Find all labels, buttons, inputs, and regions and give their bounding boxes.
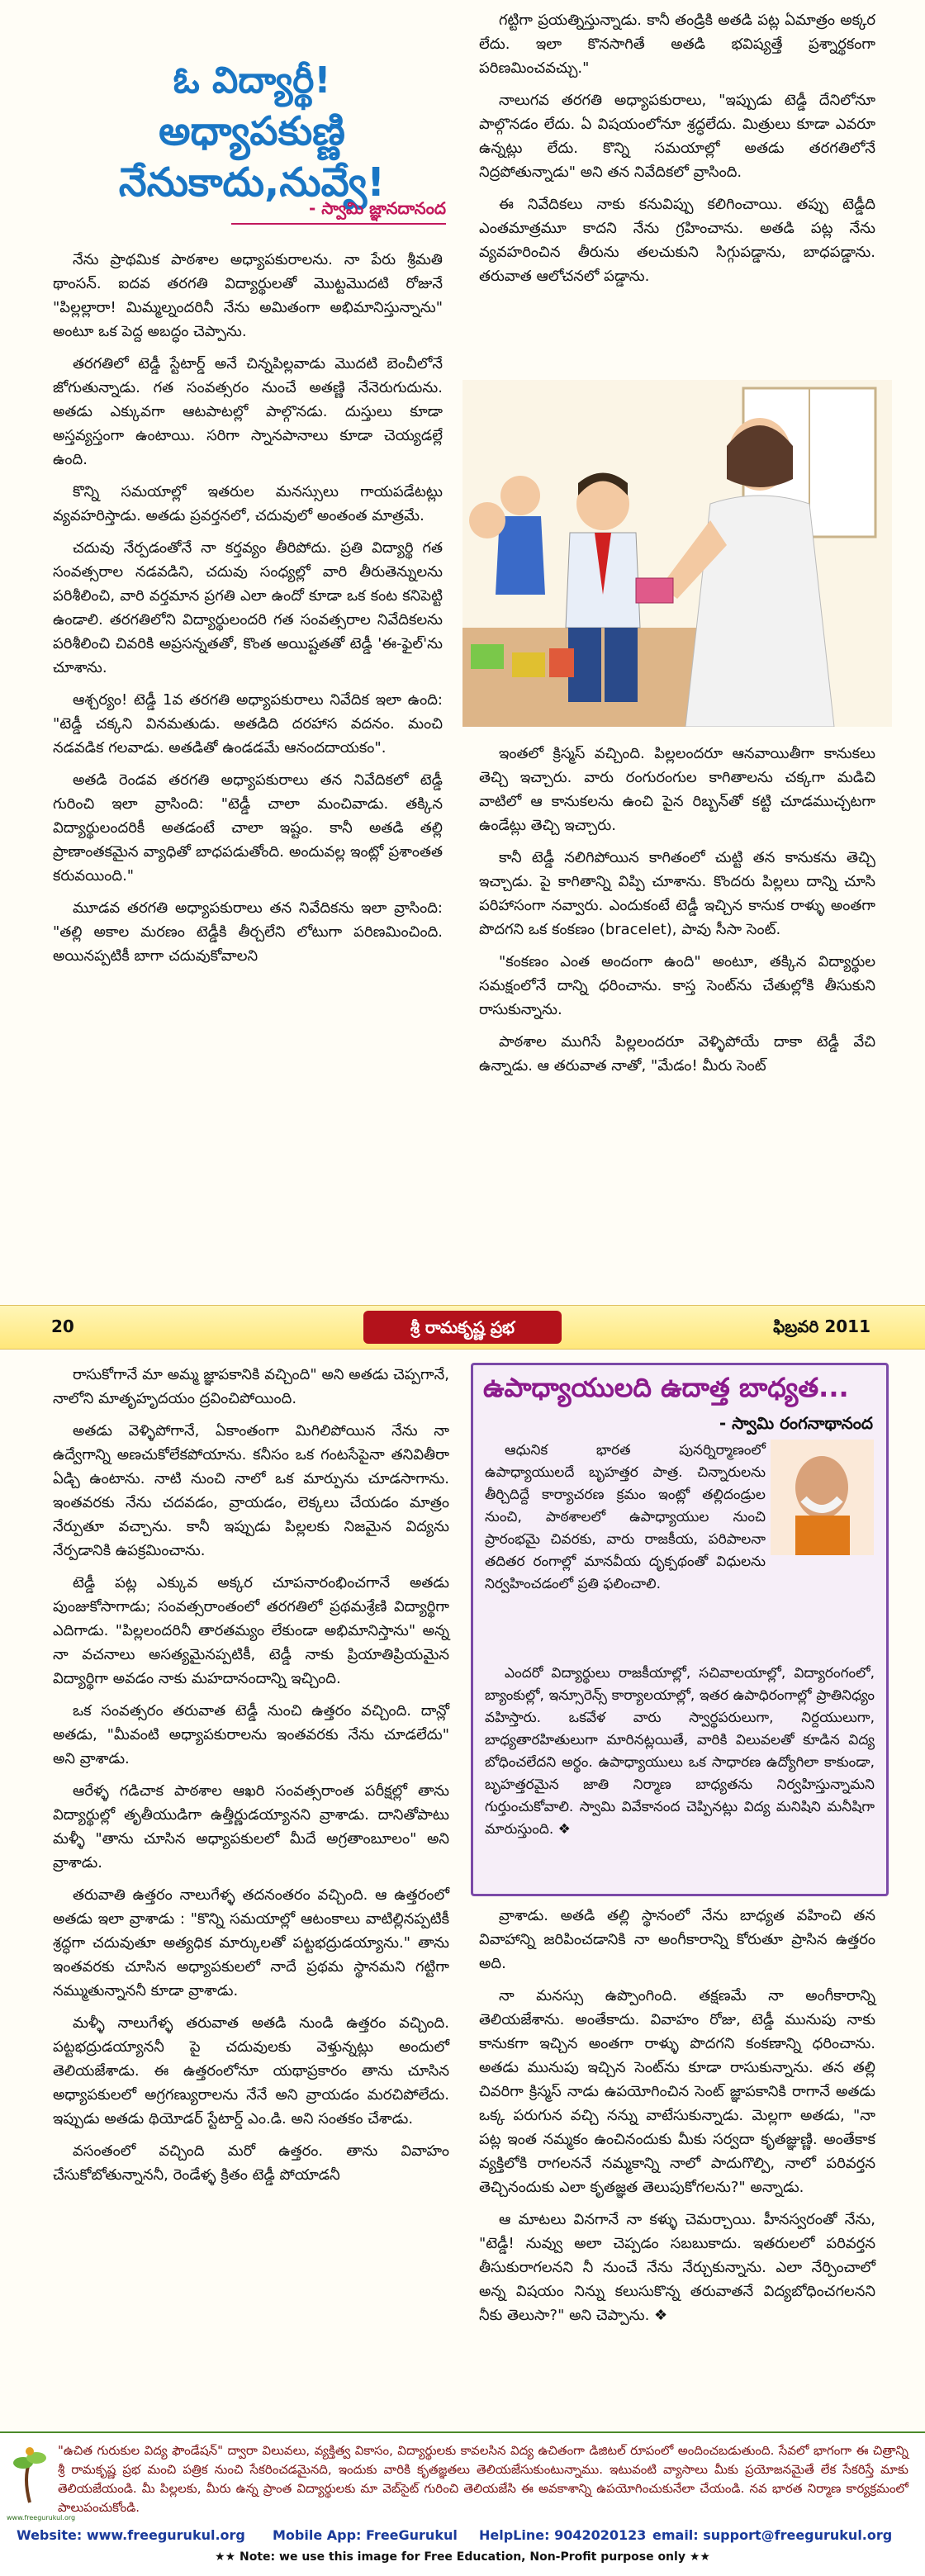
paragraph: అతడి రెండవ తరగతి అధ్యాపకురాలు తన నివేదికలో టెడ్డీ గురించి ఇలా వ్రాసింది: "టెడ్డీ చాలా మంచివాడు. తక్కిన విద్యార్థులందరికీ అతడంటే చాలా ఇష్టం. కానీ అతడి తల్లి ప్రాణాంతకమైన వ్యాధితో బాధపడుతోంది. అందువల్ల ఇంట్లో ప్రశాంతత కరువయింది." [53, 771, 443, 885]
column-4 [479, 1904, 875, 2336]
paragraph: నాలుగవ తరగతి అధ్యాపకురాలు, "ఇప్పుడు టెడ్డీ దేనిలోనూ పాల్గొనడం లేదు. ఏ విషయంలోనూ శ్రద్ధలేదు. మిత్రులు కూడా ఎవరూ ఉన్నట్లు లేదు. కొన్ని సమయాల్లో అతడు తరగతిలోనే నిద్రపోతున్నాడు" అని తన నివేదికలో వ్రాసింది. [479, 92, 875, 181]
magazine-name: శ్రీ రామకృష్ణ ప్రభ [363, 1311, 562, 1344]
sidebar-text-bottom [485, 1663, 875, 1849]
teacher-student-drawing [462, 380, 892, 727]
disclaimer: ★★ Note: we use this image for Free Education, Non-Profit purpose only ★★ [215, 2550, 710, 2564]
paragraph: ఆశ్చర్యం! టెడ్డీ 1వ తరగతి అధ్యాపకురాలు నివేదిక ఇలా ఉంది: "టెడ్డీ చక్కని వినమతుడు. అతడిది దరహాస వదనం. మంచి నడవడిక గలవాడు. అతడితో ఉండడమే ఆనందదాయకం". [53, 691, 443, 757]
author-underline [231, 223, 446, 225]
sidebar-author: - స్వామి రంగనాథానంద [719, 1413, 873, 1433]
paragraph: ఒక సంవత్సరం తరువాత టెడ్డీ నుంచి ఉత్తరం వచ్చింది. దాన్లో అతడు, "మీవంటి అధ్యాపకురాలను ఇంతవరకు నేను చూడలేదు" అని వ్రాశాడు. [53, 1702, 449, 1767]
paragraph: "కంకణం ఎంత అందంగా ఉంది" అంటూ, తక్కిన విద్యార్థుల సమక్షంలోనే దాన్ని ధరించాను. కాస్త సెంట్‌ను చేతుల్లోకి తీసుకుని రాసుకున్నాను. [479, 953, 875, 1018]
column-2-top [479, 8, 875, 297]
website-link[interactable]: Website: www.freegurukul.org [17, 2527, 245, 2543]
contact-bar [0, 2526, 925, 2547]
helpline: HelpLine: 9042020123 [479, 2527, 647, 2543]
paragraph: రాసుకోగానే మా అమ్మ జ్ఞాపకానికి వచ్చింది" అని అతడు చెప్పగానే, నాలోని మాతృహృదయం ద్రవించిపోయింది. [53, 1366, 449, 1407]
logo-text: www.freegurukul.org [7, 2514, 76, 2521]
paragraph: కొన్ని సమయాల్లో ఇతరుల మనస్సులు గాయపడేటట్లు వ్యవహరిస్తాడు. అతడు ప్రవర్తనలో, చదువులో అంతంత మాత్రమే. [53, 483, 443, 524]
sidebar-title: ఉపాధ్యాయులది ఉదాత్త బాధ్యత... [483, 1372, 849, 1403]
paragraph: ఎందరో విద్యార్థులు రాజకీయాల్లో, సచివాలయాల్లో, విద్యారంగంలో, బ్యాంకుల్లో, ఇన్సూరెన్స్ కార్యాలయాల్లో, ఇతర ఉపాధిరంగాల్లో ప్రాతినిధ్యం వహిస్తారు. ఒకవేళ వారు స్వార్థపరులుగా, నిర్దయులుగా, బాధ్యతారహితులుగా మారినట్లయితే, వారికి విలువలతో కూడిన విద్య బోధించలేదని అర్థం. ఉపాధ్యాయులు ఒక సాధారణ ఉద్యోగిలా కాకుండా, బృహత్తరమైన జాతి నిర్మాణ బాధ్యతను నిర్వహిస్తున్నామని గుర్తుంచుకోవాలి. స్వామి వివేకానంద చెప్పినట్లు విద్య మనిషిని మనీషిగా మారుస్తుంది. ❖ [485, 1665, 875, 1838]
column-1 [53, 248, 443, 976]
paragraph: ఈ నివేదికలు నాకు కనువిప్పు కలిగించాయి. తప్పు టెడ్డీది ఎంతమాత్రమూ కాదని నేను గ్రహించాను. అతడి పట్ల నేను వ్యవహరించిన తీరును తలచుకుని సిగ్గుపడ్డాను, బాధపడ్డాను. తరువాత ఆలోచనలో పడ్డాను. [479, 196, 875, 285]
sidebar-box [471, 1363, 889, 1896]
classroom-illustration [462, 380, 892, 727]
issue-date: ఫిబ్రవరి 2011 [773, 1316, 870, 1336]
sidebar-text-top [485, 1440, 766, 1604]
paragraph: తరగతిలో టెడ్డీ స్టేటార్డ్ అనే చిన్నపిల్లవాడు మొదటి బెంచీలోనే జోగుతున్నాడు. గత సంవత్సరం నుంచే అతణ్ణి నేనెరుగుదును. అతడు ఎక్కువగా ఆటపాటల్లో పాల్గొనడు. దుస్తులు కూడా అస్తవ్యస్తంగా ఉంటాయి. సరిగా స్నానపానాలు కూడా చెయ్యడల్లే ఉంది. [53, 355, 443, 468]
article-title-line1: ఓ విద్యార్థీ! [173, 59, 331, 102]
paragraph: చదువు నేర్పడంతోనే నా కర్తవ్యం తీరిపోదు. ప్రతి విద్యార్థి గత సంవత్సరాల నడవడిని, చదువు సంధ్యల్లో వారి తీరుతెన్నులను పరిశీలించి, వారి వర్తమాన ప్రగతి ఎలా ఉందో కూడా ఒక కంట కనిపెట్టి ఉండాలి. తరగతిలోని విద్యార్థులందరి గత సంవత్సరాల నివేదికలను పరిశీలించి చివరికి అప్రసన్నతతో, కొంత అయిష్టతతో టెడ్డీ 'ఈ-ఫైల్'ను చూశాను. [53, 539, 443, 676]
column-3 [53, 1363, 449, 2195]
paragraph: కానీ టెడ్డీ నలిగిపోయిన కాగితంలో చుట్టి తన కానుకను తెచ్చి ఇచ్చాడు. పై కాగితాన్ని విప్పి చూశాను. కొందరు పిల్లలు దాన్ని చూసి పరిహాసంగా నవ్వారు. ఎందుకంటే టెడ్డీ ఇచ్చిన కానుక రాళ్ళు అంతగా పొదగని ఒక కంకణం (bracelet), పావు సీసా సెంట్. [479, 849, 875, 938]
page-header-band [0, 1305, 925, 1350]
mobile-app: Mobile App: FreeGurukul [273, 2527, 458, 2543]
footer-note: "ఉచిత గురుకుల విద్య ఫౌండేషన్" ద్వారా విలువలు, వ్యక్తిత్వ వికాసం, విద్యార్థులకు కావలసిన విద్య ఉచితంగా డిజిటల్ రూపంలో అందించబడుతుంది. సేవలో భాగంగా ఈ చిత్రాన్ని శ్రీ రామకృష్ణ ప్రభ మంచి పత్రిక నుంచి సేకరించడమైనది, ఇందుకు వారికి కృతజ్ఞతలు తెలియజేసుకుంటున్నాము. ఇటువంటి వ్యాసాలు మీకు ప్రయోజనమైతే లేక సేకరిస్తే మాకు తెలియజేయండి. మీ పిల్లలకు, మీరు ఉన్న ప్రాంత విద్యార్థులకు మా వెబ్‌సైట్ గురించి తెలియజేసి ఈ అవకాశాన్ని ఉపయోగించుకునేలా చేయండి. నవ భారత నిర్మాణ కార్యక్రమంలో పాలుపంచుకోండి. [58, 2443, 908, 2515]
paragraph: ఇంతలో క్రిస్మస్ వచ్చింది. పిల్లలందరూ ఆనవాయితీగా కానుకలు తెచ్చి ఇచ్చారు. వారు రంగురంగుల కాగితాలను చక్కగా మడిచి వాటిలో ఆ కానుకలను ఉంచి పైన రిబ్బన్‌తో కట్టి చూడముచ్చటగా ఉండేట్లు తెచ్చి ఇచ్చారు. [479, 745, 875, 834]
email-link[interactable]: email: support@freegurukul.org [652, 2527, 893, 2543]
paragraph: ఆరేళ్ళ గడిచాక పాఠశాల ఆఖరి సంవత్సరాంత పరీక్షల్లో తాను విద్యార్థుల్లో తృతీయుడిగా ఉత్తీర్ణుడయ్యానని వ్రాశాడు. దానితోపాటు మళ్ళీ "తాను చూసిన అధ్యాపకులలో మీదే అగ్రతాంబూలం" అని వ్రాశాడు. [53, 1782, 449, 1872]
paragraph: ఆధునిక భారత పునర్నిర్మాణంలో ఉపాధ్యాయులదే బృహత్తర పాత్ర. చిన్నారులను తీర్చిదిద్దే కార్యాచరణ క్రమం ఇంట్లో తల్లిదండ్రుల నుంచి, పాఠశాలలో ఉపాధ్యాయుల నుంచి ప్రారంభమై చివరకు, వారు రాజకీయ, పరిపాలనా తదితర రంగాల్లో మానవీయ దృక్పథంతో విధులను నిర్వహించడంలో ప్రతి ఫలించాలి. [485, 1442, 766, 1592]
paragraph: ఆ మాటలు వినగానే నా కళ్ళు చెమర్చాయి. హీనస్వరంతో నేను, "టెడ్డీ! నువ్వు అలా చెప్పడం సబబుకాదు. ఇతరులలో పరివర్తన తీసుకురాగలనని నీ నుంచే నేను నేర్చుకున్నాను. ఎలా నేర్పించాలో అన్న విషయం నిన్ను కలుసుకొన్న తరువాతనే విద్యబోధించగలనని నీకు తెలుసా?" అని చెప్పాను. ❖ [479, 2211, 875, 2324]
paragraph: మళ్ళీ నాలుగేళ్ళ తరువాత అతడి నుండి ఉత్తరం వచ్చింది. పట్టభద్రుడయ్యాననీ పై చదువులకు వెళ్తున్నట్లు అందులో తెలియజేశాడు. ఈ ఉత్తరంలోనూ యథాప్రకారం తాను చూసిన అధ్యాపకులలో అగ్రగణ్యురాలను నేనే అని వ్రాయడం మరచిపోలేదు. ఇప్పుడు అతడు థియోడర్ స్టేటార్డ్ ఎం.డి. అని సంతకం చేశాడు. [53, 2014, 449, 2128]
paragraph: నేను ప్రాథమిక పాఠశాల అధ్యాపకురాలను. నా పేరు శ్రీమతి థాంసన్. ఐదవ తరగతి విద్యార్థులతో మొట్టమొదటి రోజునే "పిల్లల్లారా! మిమ్మల్నందరినీ నేను అమితంగా అభిమానిస్తున్నాను" అంటూ ఒక పెద్ద అబద్ధం చెప్పాను. [53, 251, 443, 340]
column-2-bottom [479, 742, 875, 1086]
paragraph: మూడవ తరగతి అధ్యాపకురాలు తన నివేదికను ఇలా వ్రాసింది: "తల్లి అకాల మరణం టెడ్డీకి తీర్చలేని లోటుగా పరిణమించింది. అయినప్పటికీ బాగా చదువుకోవాలని [53, 899, 443, 965]
page-number: 20 [51, 1316, 74, 1336]
footer [0, 2431, 925, 2576]
paragraph: వ్రాశాడు. అతడి తల్లి స్థానంలో నేను బాధ్యత వహించి తన వివాహాన్ని జరిపించడానికి నా అంగీకారాన్ని కోరుతూ ప్రాసిన ఉత్తరం అది. [479, 1907, 875, 1972]
paragraph: పాఠశాల ముగిసే పిల్లలందరూ వెళ్ళిపోయే దాకా టెడ్డీ వేచి ఉన్నాడు. ఆ తరువాత నాతో, "మేడం! మీరు సెంట్ [479, 1033, 875, 1075]
paragraph: నా మనస్సు ఉప్పొంగింది. తక్షణమే నా అంగీకారాన్ని తెలియజేశాను. అంతేకాదు. వివాహం రోజు, టెడ్డీ మునుపు నాకు కానుకగా ఇచ్చిన అంతగా రాళ్ళు పొదగని కంకణాన్ని ధరించాను. అతడు మునుపు ఇచ్చిన సెంట్‌ను కూడా రాసుకున్నాను. తన తల్లి చివరిగా క్రిస్మస్ నాడు ఉపయోగించిన సెంట్ జ్ఞాపకానికి రాగానే అతడు ఒక్క పరుగున వచ్చి నన్ను వాటేసుకున్నాడు. మెల్లగా అతడు, "నా పట్ల ఇంత నమ్మకం ఉంచినందుకు మీకు సర్వదా కృతజ్ఞుణ్ణి. అంతేకాక వ్యక్తిలోకి రాగలననే నమ్మకాన్ని నాలో పాదుగొల్పి, నాలో పరివర్తన తెచ్చినందుకు ఎలా కృతజ్ఞత తెలుపుకోగలను?" అన్నాడు. [479, 1987, 875, 2196]
freegurukul-logo [7, 2445, 76, 2521]
article-author: - స్వామి జ్ఞానదానంద [309, 198, 446, 218]
paragraph: గట్టిగా ప్రయత్నిస్తున్నాడు. కానీ తండ్రికి అతడి పట్ల ఏమాత్రం అక్కర లేదు. ఇలా కొనసాగితే అతడి భవిష్యత్తే ప్రశ్నార్థకంగా పరిణమించవచ్చు." [479, 12, 875, 77]
swami-portrait [771, 1440, 874, 1555]
paragraph: వసంతంలో వచ్చింది మరో ఉత్తరం. తాను వివాహం చేసుకోబోతున్నాననీ, రెండేళ్ళ క్రితం టెడ్డీ పోయాడనీ [53, 2142, 449, 2184]
article-title-line2: అధ్యాపకుణ్ణి నేనుకాదు,నువ్వే! [118, 108, 386, 206]
paragraph: టెడ్డీ పట్ల ఎక్కువ అక్కర చూపనారంభించగానే అతడు పుంజుకోసాగాడు; సంవత్సరాంతంలో తరగతిలో ప్రథమశ్రేణి విద్యార్థిగా ఎదిగాడు. "పిల్లలందరినీ తారతమ్యం లేకుండా అభిమానిస్తాను" అన్న నా వచనాలు అసత్యమైనప్పటికీ, టెడ్డీ నాకు ప్రియాతిప్రియమైన విద్యార్థిగా అవడం నాకు మహదానందాన్ని ఇచ్చింది. [53, 1574, 449, 1687]
paragraph: తరువాతి ఉత్తరం నాలుగేళ్ళ తదనంతరం వచ్చింది. ఆ ఉత్తరంలో అతడు ఇలా వ్రాశాడు : "కొన్ని సమయాల్లో ఆటంకాలు వాటిల్లినప్పటికీ శ్రద్ధగా చదువుతూ అత్యధిక మార్కులతో పట్టభద్రుడయ్యాను." తాను ఇంతవరకు చూసిన అధ్యాపకులలో నాదే ప్రథమ స్థానమని గట్టిగా నమ్ముతున్నాననీ కూడా వ్రాశాడు. [53, 1886, 449, 2000]
paragraph: అతడు వెళ్ళిపోగానే, ఏకాంతంగా మిగిలిపోయిన నేను నా ఉద్వేగాన్ని అణచుకోలేకపోయాను. కనీసం ఒక గంటసేపైనా తనివితీరా ఏడ్చి ఉంటాను. నాటి నుంచి నాలో ఒక మార్పును చూడసాగాను. ఇంతవరకు నేను చదవడం, వ్రాయడం, లెక్కలు చేయడం మాత్రం నేర్పుతూ వచ్చాను. కానీ ఇప్పుడు పిల్లలకు నిజమైన విద్యను నేర్పడానికి ఉపక్రమించాను. [53, 1422, 449, 1559]
